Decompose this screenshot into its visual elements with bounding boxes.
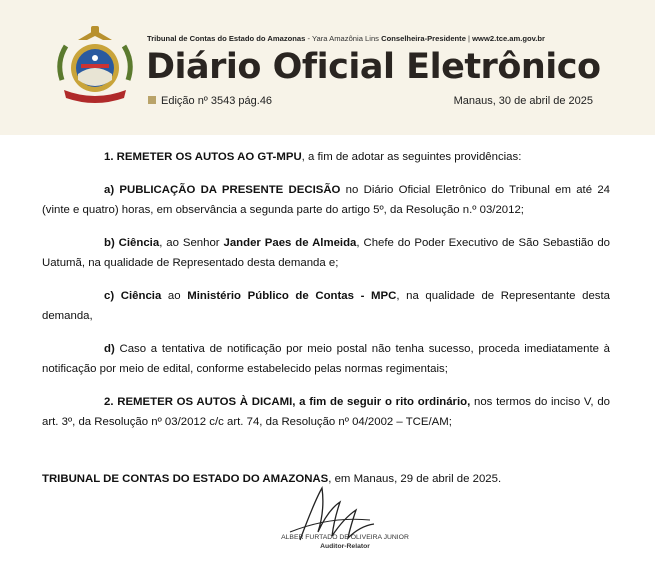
paragraph-item-d: d) Caso a tentativa de notificação por meio postal não tenha sucesso, proceda imediatamente à notificação por meio de edital, conforme estabelecido pelas normas regimentais;: [42, 342, 610, 375]
edition-info: [148, 95, 272, 107]
paragraph-item-a: a) PUBLICAÇÃO DA PRESENTE DECISÃO no Diário Oficial Eletrônico do Tribunal em até 24 (vinte e quatro) horas, em observância a segunda parte do artigo 5º, da Resolução n.º 03/2012;: [42, 183, 610, 216]
paragraph-item-2: 2. REMETER OS AUTOS À DICAMI, a fim de seguir o rito ordinário, nos termos do inciso V, do art. 3º, da Resolução nº 03/2012 c/c art. 74, da Resolução nº 04/2002 – TCE/AM;: [42, 395, 610, 428]
publication-date: Manaus, 30 de abril de 2025: [453, 95, 593, 107]
website-link[interactable]: www2.tce.am.gov.br: [472, 34, 546, 43]
document-body: [42, 135, 610, 489]
closing-paragraph: TRIBUNAL DE CONTAS DO ESTADO DO AMAZONAS, em Manaus, 29 de abril de 2025.: [42, 472, 502, 485]
signatory-role: Auditor-Relator: [320, 543, 370, 550]
president-role: Conselheira-Presidente: [381, 34, 466, 43]
edition-text: Edição nº 3543 pág.46: [161, 95, 273, 107]
paragraph-item-b: b) Ciência, ao Senhor Jander Paes de Almeida, Chefe do Poder Executivo de São Sebastião do Uatumã, na qualidade de Representado desta demanda e;: [42, 236, 610, 269]
page-header: [0, 0, 655, 135]
institution-name: Tribunal de Contas do Estado do Amazonas: [147, 34, 306, 43]
paragraph-item-c: c) Ciência ao Ministério Público de Contas - MPC, na qualidade de Representante desta demanda,: [42, 289, 610, 322]
signatory-block: [240, 533, 450, 551]
signatory-name: ALBER FURTADO DE OLIVEIRA JUNIOR: [281, 534, 409, 541]
square-bullet-icon: [148, 96, 156, 104]
state-coat-of-arms-icon: [48, 18, 142, 112]
president-name: Yara Amazônia Lins: [312, 34, 379, 43]
page-title: Diário Oficial Eletrônico: [146, 47, 601, 87]
header-institution-line: Tribunal de Contas do Estado do Amazonas - Yara Amazônia Lins Conselheira-Presidente | www2.tce.am.gov.br: [147, 34, 546, 43]
paragraph-item-1: 1. REMETER OS AUTOS AO GT-MPU, a fim de adotar as seguintes providências:: [104, 151, 522, 163]
